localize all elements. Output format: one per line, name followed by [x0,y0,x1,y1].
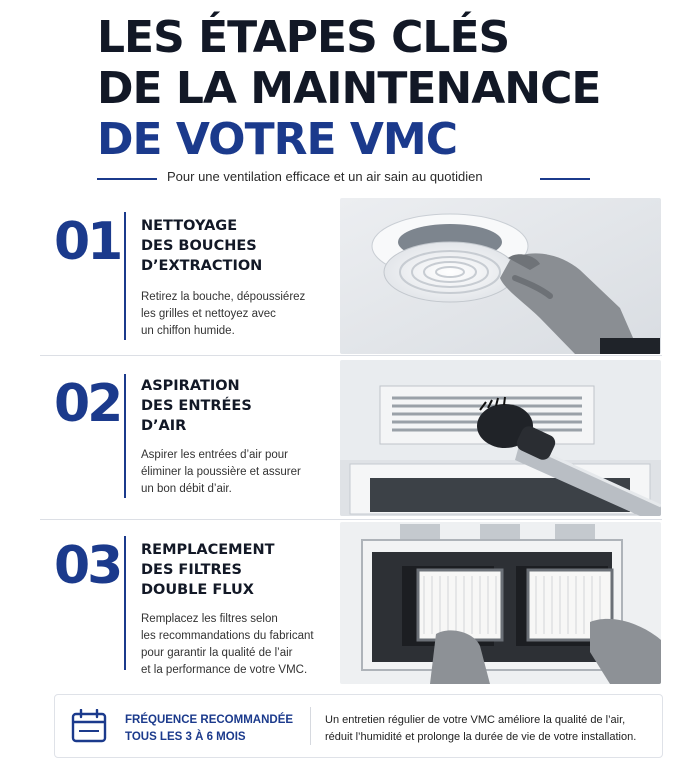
step-1 [40,198,662,356]
subtitle-row [0,168,699,188]
double-flux-filters-photo [340,522,661,684]
step-divider [124,374,126,498]
page-title [97,12,600,165]
step-number: 02 [54,374,121,434]
extraction-vent-photo [340,198,661,354]
footer-divider [310,707,311,745]
step-separator [40,519,662,520]
step-title: ASPIRATION DES ENTRÉES D’AIR [141,378,252,434]
calendar-icon [71,709,107,743]
step-description: Remplacez les filtres selon les recommandations du fabricant pour garantir la qualité de l’air et la performance de votre VMC. [141,613,314,676]
step-number: 03 [54,536,121,596]
subtitle-rule-right [540,178,590,180]
maintenance-note: Un entretien régulier de votre VMC améliore la qualité de l’air, réduit l’humidité et prolonge la durée de vie de votre installation. [325,714,637,743]
air-inlet-vacuum-photo [340,360,661,516]
title-line-1: LES ÉTAPES CLÉS [97,12,510,63]
step-divider [124,212,126,340]
step-description: Aspirer les entrées d’air pour éliminer la poussière et assurer un bon débit d’air. [141,449,301,495]
step-divider [124,536,126,670]
step-title: NETTOYAGE DES BOUCHES D’EXTRACTION [141,218,263,274]
step-separator [40,355,662,356]
frequency-label: FRÉQUENCE RECOMMANDÉE [125,714,294,726]
title-line-3: DE VOTRE VMC [97,114,457,165]
subtitle-rule-left [97,178,157,180]
frequency-banner [54,694,663,758]
step-2 [40,358,662,520]
subtitle: Pour une ventilation efficace et un air sain au quotidien [167,169,483,184]
step-3 [40,522,662,688]
title-line-2: DE LA MAINTENANCE [97,63,601,114]
step-title: REMPLACEMENT DES FILTRES DOUBLE FLUX [141,542,275,598]
frequency-value: TOUS LES 3 À 6 MOIS [125,731,246,743]
step-description: Retirez la bouche, dépoussiérez les grilles et nettoyez avec un chiffon humide. [141,291,306,337]
step-number: 01 [54,212,121,272]
frequency-text [125,712,293,746]
